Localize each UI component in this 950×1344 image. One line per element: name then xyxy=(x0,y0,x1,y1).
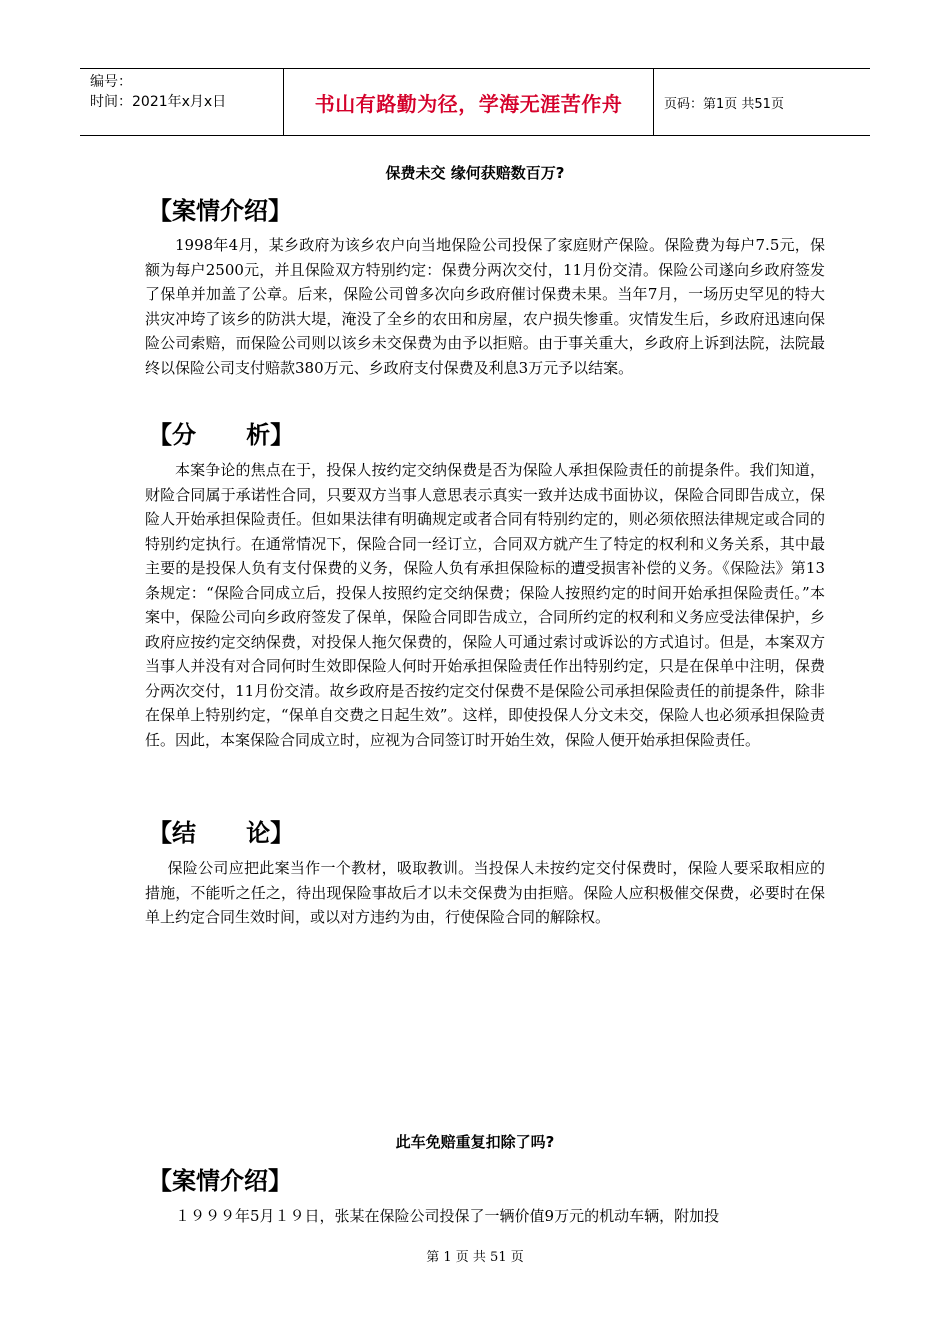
page-footer: 第 1 页 共 51 页 xyxy=(426,1250,524,1265)
article1-intro-heading: 【案情介绍】 xyxy=(148,197,292,225)
article2-intro-heading: 【案情介绍】 xyxy=(148,1167,292,1195)
page-info-text: 页码：第1页 共51页 xyxy=(664,96,784,112)
article1-title: 保费未交 缘何获赔数百万? xyxy=(385,164,565,182)
article2-intro-paragraph: １９９９年5月１９日，张某在保险公司投保了一辆价值9万元的机动车辆，附加投 xyxy=(175,1207,720,1225)
header-meta-cell xyxy=(80,69,283,135)
article2-title: 此车免赔重复扣除了吗? xyxy=(395,1133,555,1151)
serial-number-label: 编号： xyxy=(90,74,132,90)
article1-conclusion-heading: 【结 论】 xyxy=(148,819,295,847)
date-label: 时间：2021年x月x日 xyxy=(90,94,227,110)
article1-intro-paragraph: 1998年4月，某乡政府为该乡农户向当地保险公司投保了家庭财产保险。保险费为每户7.5元，保额为每户2500元，并且保险双方特别约定：保费分两次交付，11月份交清。保险公司遂向乡政府签发了保单并加盖了公章。后来，保险公司曾多次向乡政府催讨保费未果。当年7月，一场历史罕见的特大洪灾冲垮了该乡的防洪大堤，淹没了全乡的农田和房屋，农户损失惨重。灾情发生后，乡政府迅速向保险公司索赔，而保险公司则以该乡未交保费为由予以拒赔。由于事关重大，乡政府上诉到法院，法院最终以保险公司支付赔款380万元、乡政府支付保费及利息3万元予以结案。 xyxy=(145,236,825,377)
page-info-cell xyxy=(654,69,870,135)
header-table xyxy=(80,68,870,136)
article1-analysis-heading: 【分 析】 xyxy=(148,421,295,449)
motto-text: 书山有路勤为径，学海无涯苦作舟 xyxy=(314,91,623,116)
article1-conclusion-paragraph: 保险公司应把此案当作一个教材，吸取教训。当投保人未按约定交付保费时，保险人要采取相应的措施，不能听之任之，待出现保险事故后才以未交保费为由拒赔。保险人应积极催交保费，必要时在保单上约定合同生效时间，或以对方违约为由，行使保险合同的解除权。 xyxy=(145,859,825,926)
article1-analysis-paragraph: 本案争论的焦点在于，投保人按约定交纳保费是否为保险人承担保险责任的前提条件。我们知道，财险合同属于承诺性合同，只要双方当事人意思表示真实一致并达成书面协议，保险合同即告成立，保险人开始承担保险责任。但如果法律有明确规定或者合同有特别约定的，则必须依照法律规定或合同的特别约定执行。在通常情况下，保险合同一经订立，合同双方就产生了特定的权利和义务关系，其中最主要的是投保人负有支付保费的义务，保险人负有承担保险标的遭受损害补偿的义务。《保险法》第13条规定：“保险合同成立后，投保人按照约定交纳保费；保险人按照约定的时间开始承担保险责任。”本案中，保险公司向乡政府签发了保单，保险合同即告成立，合同所约定的权利和义务应受法律保护，乡政府应按约定交纳保费，对投保人拖欠保费的，保险人可通过索讨或诉讼的方式追讨。但是，本案双方当事人并没有对合同何时生效即保险人何时开始承担保险责任作出特别约定，只是在保单中注明，保费分两次交付，11月份交清。故乡政府是否按约定交付保费不是保险公司承担保险责任的前提条件，除非在保单上特别约定，“保单自交费之日起生效”。这样，即使投保人分文未交，保险人也必须承担保险责任。因此，本案保险合同成立时，应视为合同签订时开始生效，保险人便开始承担保险责任。 xyxy=(145,461,825,749)
motto-cell xyxy=(283,69,654,135)
